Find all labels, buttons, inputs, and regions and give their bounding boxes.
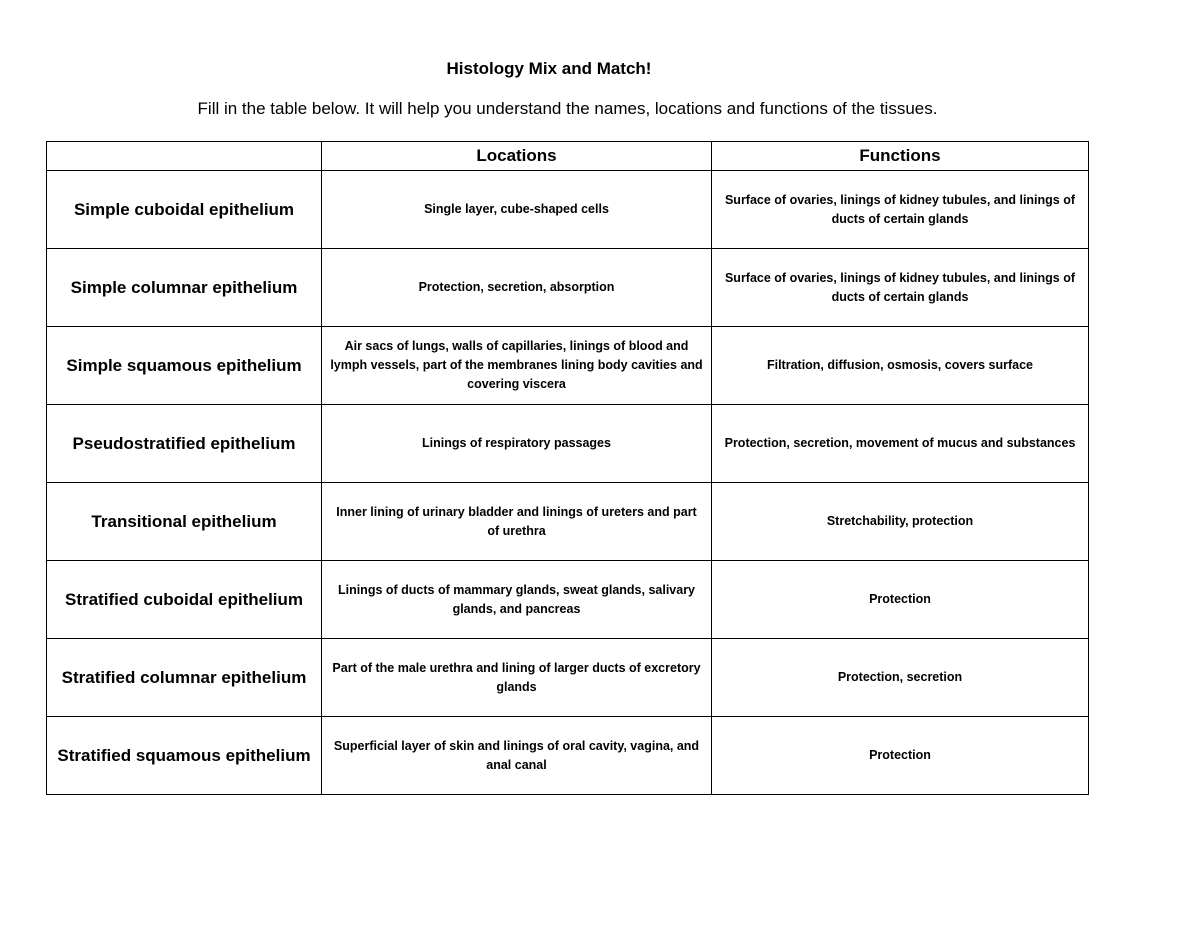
tissue-name-cell: Simple squamous epithelium — [47, 327, 322, 405]
tissue-name-cell: Stratified columnar epithelium — [47, 639, 322, 717]
functions-cell: Protection — [712, 561, 1089, 639]
locations-cell: Part of the male urethra and lining of larger ducts of excretory glands — [322, 639, 712, 717]
tissue-name-cell: Transitional epithelium — [47, 483, 322, 561]
document-subtitle: Fill in the table below. It will help you understand the names, locations and functions of the tissues. — [197, 99, 938, 118]
functions-cell: Surface of ovaries, linings of kidney tubules, and linings of ducts of certain glands — [712, 171, 1089, 249]
locations-cell: Single layer, cube-shaped cells — [322, 171, 712, 249]
locations-cell: Air sacs of lungs, walls of capillaries, linings of blood and lymph vessels, part of the membranes lining body cavities and covering viscera — [322, 327, 712, 405]
table-row — [47, 717, 1089, 795]
table-row — [47, 561, 1089, 639]
tissue-name-cell: Pseudostratified epithelium — [47, 405, 322, 483]
locations-cell: Superficial layer of skin and linings of oral cavity, vagina, and anal canal — [322, 717, 712, 795]
table-row — [47, 639, 1089, 717]
tissue-name-cell: Stratified cuboidal epithelium — [47, 561, 322, 639]
functions-cell: Protection, secretion, movement of mucus and substances — [712, 405, 1089, 483]
functions-cell: Surface of ovaries, linings of kidney tubules, and linings of ducts of certain glands — [712, 249, 1089, 327]
table-row — [47, 327, 1089, 405]
locations-cell: Protection, secretion, absorption — [322, 249, 712, 327]
header-tissue — [47, 142, 322, 171]
table-row — [47, 483, 1089, 561]
table-row — [47, 405, 1089, 483]
table-row — [47, 171, 1089, 249]
tissue-name-cell: Stratified squamous epithelium — [47, 717, 322, 795]
header-locations: Locations — [322, 142, 712, 171]
table-row — [47, 249, 1089, 327]
document-title: Histology Mix and Match! — [446, 59, 652, 78]
header-functions: Functions — [712, 142, 1089, 171]
locations-cell: Inner lining of urinary bladder and linings of ureters and part of urethra — [322, 483, 712, 561]
functions-cell: Protection, secretion — [712, 639, 1089, 717]
tissue-name-cell: Simple cuboidal epithelium — [47, 171, 322, 249]
tissue-name-cell: Simple columnar epithelium — [47, 249, 322, 327]
histology-table — [46, 141, 1089, 795]
functions-cell: Protection — [712, 717, 1089, 795]
locations-cell: Linings of ducts of mammary glands, sweat glands, salivary glands, and pancreas — [322, 561, 712, 639]
locations-cell: Linings of respiratory passages — [322, 405, 712, 483]
functions-cell: Filtration, diffusion, osmosis, covers surface — [712, 327, 1089, 405]
table-header-row — [47, 142, 1089, 171]
functions-cell: Stretchability, protection — [712, 483, 1089, 561]
